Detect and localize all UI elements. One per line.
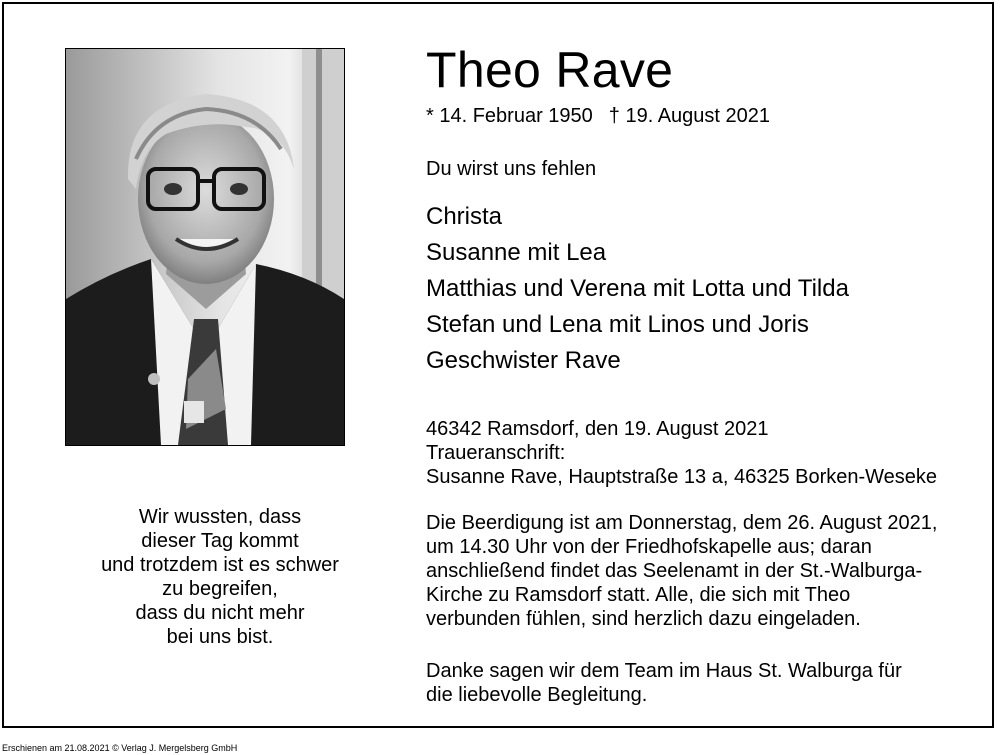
poem-text (55, 505, 385, 649)
thanks-line: die liebevolle Begleitung. (426, 684, 648, 706)
poem-line: dieser Tag kommt (141, 530, 299, 552)
poem-line: und trotzdem ist es schwer (101, 554, 339, 576)
poem-line: Wir wussten, dass (138, 506, 302, 528)
poem-line: bei uns bist. (166, 626, 274, 648)
thanks-line: Danke sagen wir dem Team im Haus St. Walburga für (426, 660, 902, 682)
mourner-line: Matthias und Verena mit Lotta und Tilda (426, 275, 849, 302)
funeral-line: um 14.30 Uhr von der Friedhofskapelle aus; daran (426, 536, 872, 558)
funeral-line: Kirche zu Ramsdorf statt. Alle, die sich mit Theo (426, 584, 851, 606)
poem-line: zu begreifen, (162, 578, 278, 600)
mourner-line: Stefan und Lena mit Linos und Joris (426, 311, 809, 338)
mourner-line: Geschwister Rave (426, 347, 621, 374)
birth-date: * 14. Februar 1950 (426, 105, 593, 127)
mourner-line: Christa (426, 203, 503, 230)
funeral-info (426, 511, 937, 631)
thanks-text (426, 659, 902, 707)
poem-line: dass du nicht mehr (135, 602, 305, 624)
place-date: 46342 Ramsdorf, den 19. August 2021 (426, 418, 769, 440)
publication-footer: Erschienen am 21.08.2021 © Verlag J. Mergelsberg GmbH (2, 743, 238, 753)
life-dates (426, 103, 770, 129)
deceased-name: Theo Rave (426, 42, 674, 98)
funeral-line: Die Beerdigung ist am Donnerstag, dem 26. August 2021, (426, 512, 938, 534)
address-text: Susanne Rave, Hauptstraße 13 a, 46325 Borken-Weseke (426, 466, 938, 488)
funeral-line: anschließend findet das Seelenamt in der St.-Walburga- (426, 560, 923, 582)
portrait-photo (65, 48, 345, 446)
mourners-list (426, 199, 849, 379)
mourner-line: Susanne mit Lea (426, 239, 607, 266)
address-block (426, 417, 937, 489)
death-date: † 19. August 2021 (608, 105, 771, 127)
funeral-line: verbunden fühlen, sind herzlich dazu eingeladen. (426, 608, 861, 630)
motto-text: Du wirst uns fehlen (426, 158, 597, 180)
address-label: Traueranschrift: (426, 442, 566, 464)
